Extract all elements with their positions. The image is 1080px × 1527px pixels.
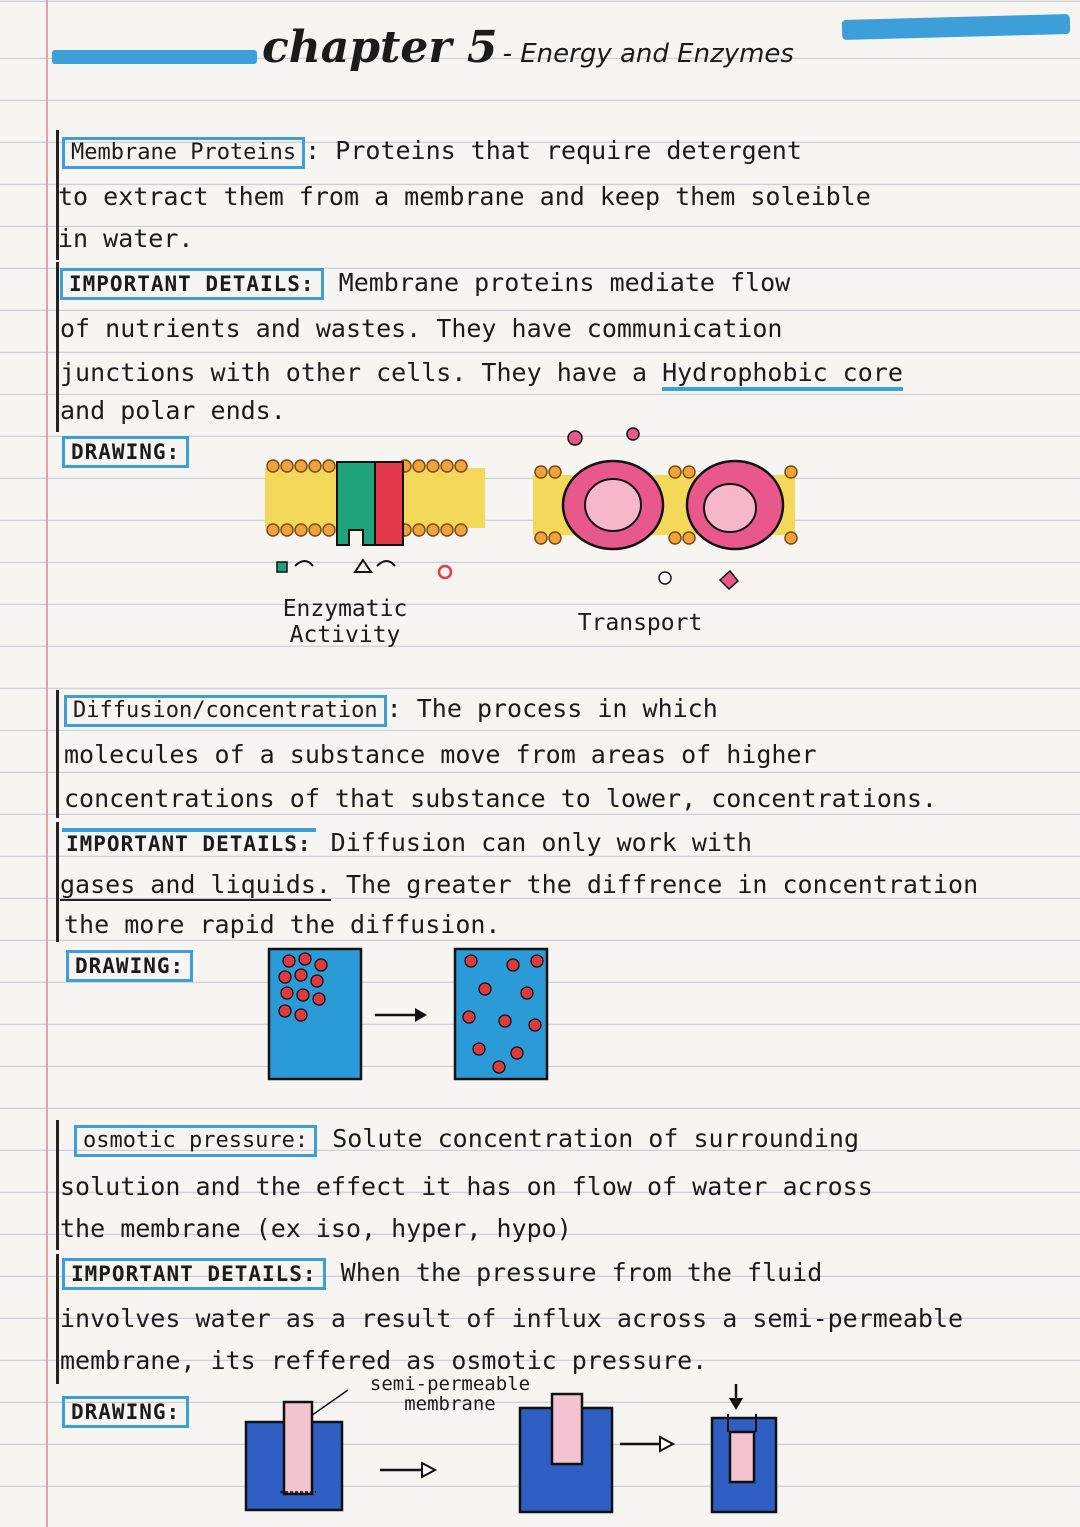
drawing-label-row (62, 1396, 189, 1428)
details-line: IMPORTANT DETAILS: When the pressure from the fluid (62, 1258, 822, 1290)
details-line: the more rapid the diffusion. (64, 910, 501, 939)
details-label: IMPORTANT DETAILS: (62, 828, 316, 856)
details-line: and polar ends. (60, 396, 286, 425)
osmosis-drawing (240, 1380, 800, 1520)
caption-semi-permeable: semi-permeable membrane (369, 1373, 531, 1415)
definition-line: molecules of a substance move from areas of higher (64, 740, 817, 769)
title-main: chapter 5 (262, 22, 498, 73)
term-box: osmotic pressure: (74, 1125, 317, 1157)
title-highlight-right (842, 14, 1070, 40)
title-subtitle: - Energy and Enzymes (502, 39, 794, 69)
title-highlight-left (52, 50, 257, 64)
definition-line: solution and the effect it has on flow of water across (60, 1172, 873, 1201)
drawing-label: DRAWING: (62, 1396, 189, 1428)
details-line: junctions with other cells. They have a Hydrophobic core (60, 358, 903, 388)
details-line: of nutrients and wastes. They have communication (60, 314, 783, 343)
section-rule (56, 1120, 59, 1250)
drawing-label-row (66, 950, 193, 982)
definition-line: the membrane (ex iso, hyper, hypo) (60, 1214, 572, 1243)
page-title (262, 22, 842, 92)
definition-line: Diffusion/concentration : The process in which (64, 694, 718, 727)
caption-enzymatic: Enzymatic Activity (282, 596, 408, 648)
enzymatic-membrane-drawing (255, 450, 495, 590)
details-line: involves water as a result of influx across a semi-permeable (60, 1304, 964, 1333)
details-line: membrane, its reffered as osmotic pressure. (60, 1346, 708, 1375)
details-line: IMPORTANT DETAILS: Membrane proteins mediate flow (60, 268, 790, 300)
definition-line: to extract them from a membrane and keep them soleible (58, 182, 871, 211)
term-box: Membrane Proteins (62, 137, 305, 169)
details-label: IMPORTANT DETAILS: (60, 268, 324, 300)
section-rule (56, 1254, 59, 1384)
definition-line: Membrane Proteins : Proteins that require detergent (62, 136, 802, 169)
section-rule (56, 262, 59, 432)
drawing-label: DRAWING: (62, 436, 189, 468)
details-line: gases and liquids. The greater the diffrence in concentration (60, 870, 979, 899)
term-box: Diffusion/concentration (64, 695, 387, 727)
details-line: IMPORTANT DETAILS: Diffusion can only work with (62, 828, 752, 859)
details-label: IMPORTANT DETAILS: (62, 1258, 326, 1290)
margin-line (46, 0, 48, 1527)
section-rule (56, 822, 59, 942)
diffusion-drawing (265, 945, 555, 1085)
transport-membrane-drawing (525, 420, 805, 600)
definition-line: in water. (58, 224, 194, 253)
caption-transport: Transport (577, 610, 703, 636)
section-rule (56, 690, 59, 818)
drawing-label: DRAWING: (66, 950, 193, 982)
definition-line: osmotic pressure: Solute concentration of surrounding (74, 1124, 859, 1157)
definition-line: concentrations of that substance to lower, concentrations. (64, 784, 937, 813)
underlined-term: Hydrophobic core (662, 358, 903, 391)
drawing-label-row (62, 436, 189, 468)
